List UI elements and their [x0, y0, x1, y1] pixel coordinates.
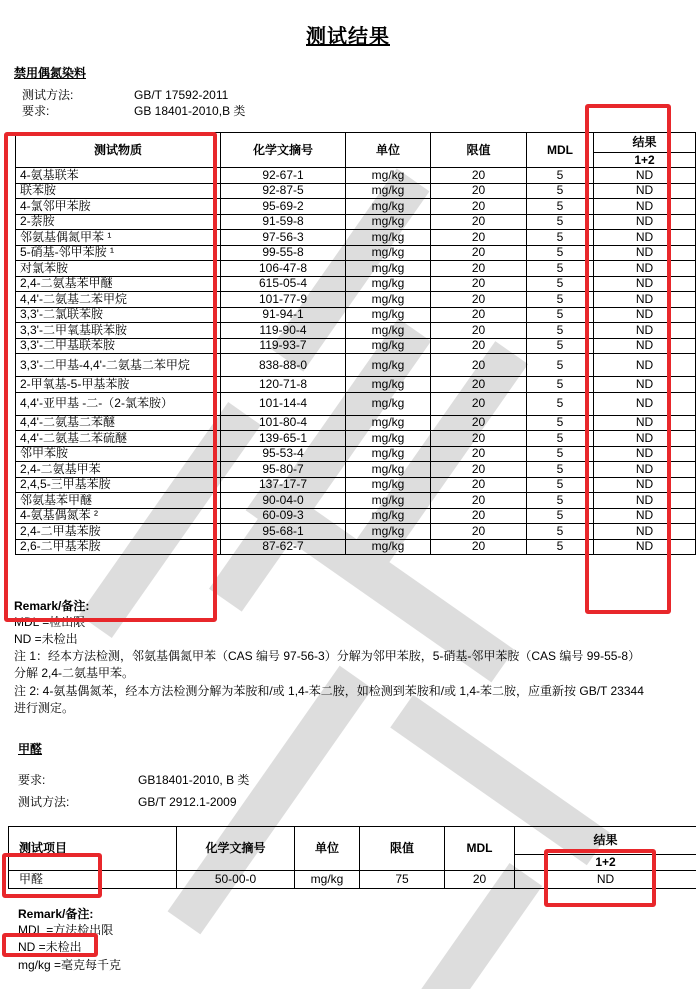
- azo-cell-mdl: 5: [527, 230, 594, 246]
- azo-cell-name: 2,4-二氨基甲苯: [16, 462, 221, 478]
- azo-cell-limit: 20: [431, 214, 527, 230]
- azo-cell-result: ND: [594, 199, 696, 215]
- azo-note2-line2: 进行测定。: [14, 701, 75, 715]
- azo-cell-cas: 87-62-7: [221, 539, 346, 555]
- azo-cell-result: ND: [594, 183, 696, 199]
- azo-cell-mdl: 5: [527, 292, 594, 308]
- azo-table: [15, 132, 696, 555]
- azo-cell-cas: 838-88-0: [221, 354, 346, 377]
- azo-cell-name: 邻氨基偶氮甲苯 ¹: [16, 230, 221, 246]
- azo-cell-name: 5-硝基-邻甲苯胺 ¹: [16, 245, 221, 261]
- azo-cell-cas: 99-55-8: [221, 245, 346, 261]
- table-row: [16, 377, 696, 393]
- azo-cell-unit: mg/kg: [346, 377, 431, 393]
- azo-cell-unit: mg/kg: [346, 323, 431, 339]
- azo-cell-result: ND: [594, 462, 696, 478]
- azo-cell-unit: mg/kg: [346, 431, 431, 447]
- azo-cell-mdl: 5: [527, 323, 594, 339]
- azo-remark-title: [14, 598, 89, 614]
- azo-method-value: GB/T 17592-2011: [134, 88, 229, 102]
- formaldehyde-table: [8, 826, 696, 889]
- table-row: [16, 446, 696, 462]
- azo-cell-mdl: 5: [527, 338, 594, 354]
- azo-cell-cas: 92-67-1: [221, 168, 346, 184]
- azo-cell-unit: mg/kg: [346, 292, 431, 308]
- section-formaldehyde-title: 甲醛: [18, 742, 43, 756]
- table-row: [16, 338, 696, 354]
- azo-cell-unit: mg/kg: [346, 493, 431, 509]
- azo-header-mdl: MDL: [527, 133, 594, 168]
- azo-req-value: GB 18401-2010,B 类: [134, 104, 246, 118]
- azo-cell-mdl: 5: [527, 261, 594, 277]
- table-row: [16, 261, 696, 277]
- azo-cell-cas: 91-59-8: [221, 214, 346, 230]
- table-row: [16, 508, 696, 524]
- azo-cell-name: 4,4'-二氨基二苯醚: [16, 415, 221, 431]
- table-row: [16, 199, 696, 215]
- azo-note1-line2: 分解 2,4-二氨基甲苯。: [14, 666, 135, 680]
- table-row: [16, 183, 696, 199]
- form-header-unit: 单位: [295, 827, 360, 871]
- azo-remark-nd: ND =未检出: [14, 632, 78, 646]
- azo-cell-name: 4-氨基联苯: [16, 168, 221, 184]
- azo-cell-mdl: 5: [527, 276, 594, 292]
- azo-cell-name: 2,4-二甲基苯胺: [16, 524, 221, 540]
- azo-cell-limit: 20: [431, 462, 527, 478]
- azo-remark-mdl: MDL =检出限: [14, 615, 86, 629]
- table-row: [16, 392, 696, 415]
- form-req-label: 要求:: [18, 773, 46, 787]
- azo-header-result: 结果: [594, 133, 696, 153]
- azo-cell-cas: 101-77-9: [221, 292, 346, 308]
- azo-cell-cas: 92-87-5: [221, 183, 346, 199]
- form-cell-cas: 50-00-0: [177, 871, 295, 889]
- azo-cell-mdl: 5: [527, 477, 594, 493]
- azo-cell-mdl: 5: [527, 245, 594, 261]
- table-row: [16, 292, 696, 308]
- form-remark-mdl: MDL =方法检出限: [18, 923, 114, 937]
- azo-cell-result: ND: [594, 431, 696, 447]
- azo-cell-result: ND: [594, 338, 696, 354]
- azo-cell-mdl: 5: [527, 354, 594, 377]
- azo-cell-name: 2,4,5-三甲基苯胺: [16, 477, 221, 493]
- azo-cell-name: 4,4'-亚甲基 -二-（2-氯苯胺）: [16, 392, 221, 415]
- azo-cell-mdl: 5: [527, 524, 594, 540]
- azo-cell-unit: mg/kg: [346, 261, 431, 277]
- azo-note1-line1: 注 1：经本方法检测，邻氨基偶氮甲苯（CAS 编号 97-56-3）分解为邻甲苯胺，5-硝基-邻甲苯胺（CAS 编号 99-55-8）: [14, 649, 641, 663]
- azo-cell-unit: mg/kg: [346, 230, 431, 246]
- azo-cell-unit: mg/kg: [346, 477, 431, 493]
- azo-cell-limit: 20: [431, 377, 527, 393]
- form-header-item: 测试项目: [9, 827, 177, 871]
- azo-cell-mdl: 5: [527, 431, 594, 447]
- form-header-cas: 化学文摘号: [177, 827, 295, 871]
- table-row: [16, 276, 696, 292]
- azo-cell-result: ND: [594, 323, 696, 339]
- azo-cell-result: ND: [594, 493, 696, 509]
- azo-cell-mdl: 5: [527, 392, 594, 415]
- azo-cell-result: ND: [594, 415, 696, 431]
- form-remark-title: [18, 906, 93, 922]
- azo-cell-limit: 20: [431, 245, 527, 261]
- form-method-line: [18, 793, 237, 810]
- azo-cell-cas: 139-65-1: [221, 431, 346, 447]
- azo-cell-mdl: 5: [527, 377, 594, 393]
- azo-cell-name: 邻氨基苯甲醚: [16, 493, 221, 509]
- table-row: [16, 214, 696, 230]
- azo-cell-cas: 95-69-2: [221, 199, 346, 215]
- form-header-result: 结果: [515, 827, 696, 855]
- azo-cell-result: ND: [594, 261, 696, 277]
- form-method-label: 测试方法:: [18, 795, 70, 809]
- azo-cell-cas: 95-80-7: [221, 462, 346, 478]
- azo-cell-mdl: 5: [527, 539, 594, 555]
- azo-header-result-sub: 1+2: [594, 153, 696, 168]
- azo-cell-name: 邻甲苯胺: [16, 446, 221, 462]
- azo-req-line: [22, 102, 245, 119]
- table-row: [16, 168, 696, 184]
- azo-cell-limit: 20: [431, 199, 527, 215]
- azo-cell-cas: 106-47-8: [221, 261, 346, 277]
- azo-cell-cas: 119-90-4: [221, 323, 346, 339]
- table-row: [16, 245, 696, 261]
- azo-cell-cas: 91-94-1: [221, 307, 346, 323]
- form-cell-result: ND: [515, 871, 696, 889]
- azo-cell-unit: mg/kg: [346, 214, 431, 230]
- azo-cell-unit: mg/kg: [346, 307, 431, 323]
- azo-cell-limit: 20: [431, 524, 527, 540]
- azo-cell-limit: 20: [431, 338, 527, 354]
- azo-cell-result: ND: [594, 524, 696, 540]
- azo-header-substance: 测试物质: [16, 133, 221, 168]
- form-header-limit: 限值: [360, 827, 445, 871]
- azo-cell-result: ND: [594, 354, 696, 377]
- azo-cell-result: ND: [594, 245, 696, 261]
- azo-cell-result: ND: [594, 477, 696, 493]
- azo-cell-limit: 20: [431, 276, 527, 292]
- azo-cell-cas: 101-14-4: [221, 392, 346, 415]
- azo-cell-unit: mg/kg: [346, 183, 431, 199]
- azo-cell-mdl: 5: [527, 168, 594, 184]
- section-azo-title: 禁用偶氮染料: [14, 66, 87, 80]
- azo-cell-result: ND: [594, 392, 696, 415]
- azo-req-label: 要求:: [22, 104, 50, 118]
- azo-cell-unit: mg/kg: [346, 392, 431, 415]
- azo-header-unit: 单位: [346, 133, 431, 168]
- azo-table-body: [16, 168, 696, 555]
- azo-cell-name: 3,3'-二氯联苯胺: [16, 307, 221, 323]
- azo-cell-result: ND: [594, 168, 696, 184]
- azo-cell-result: ND: [594, 276, 696, 292]
- azo-method-line: [22, 86, 228, 103]
- azo-cell-limit: 20: [431, 183, 527, 199]
- azo-cell-name: 3,3'-二甲基-4,4'-二氨基二苯甲烷: [16, 354, 221, 377]
- azo-remark-label: Remark/备注:: [14, 599, 90, 613]
- azo-cell-cas: 95-53-4: [221, 446, 346, 462]
- form-header-result-sub: 1+2: [515, 855, 696, 871]
- azo-cell-unit: mg/kg: [346, 199, 431, 215]
- form-req-value: GB18401-2010, B 类: [138, 773, 250, 787]
- azo-cell-mdl: 5: [527, 183, 594, 199]
- azo-cell-limit: 20: [431, 292, 527, 308]
- azo-cell-limit: 20: [431, 508, 527, 524]
- azo-cell-result: ND: [594, 307, 696, 323]
- azo-note2-line1: 注 2: 4-氨基偶氮苯，经本方法检测分解为苯胺和/或 1,4-苯二胺，如检测到苯胺和/或 1,4-苯二胺，应重新按 GB/T 23344: [14, 684, 644, 698]
- azo-cell-mdl: 5: [527, 508, 594, 524]
- azo-cell-name: 联苯胺: [16, 183, 221, 199]
- azo-cell-mdl: 5: [527, 415, 594, 431]
- azo-cell-limit: 20: [431, 446, 527, 462]
- form-cell-name: 甲醛: [9, 871, 177, 889]
- azo-cell-name: 2,6-二甲基苯胺: [16, 539, 221, 555]
- azo-cell-result: ND: [594, 230, 696, 246]
- azo-cell-name: 2-萘胺: [16, 214, 221, 230]
- azo-cell-unit: mg/kg: [346, 462, 431, 478]
- azo-cell-result: ND: [594, 377, 696, 393]
- azo-cell-limit: 20: [431, 323, 527, 339]
- azo-cell-name: 4-氯邻甲苯胺: [16, 199, 221, 215]
- form-req-line: [18, 771, 249, 788]
- azo-header-limit: 限值: [431, 133, 527, 168]
- table-row: [16, 431, 696, 447]
- azo-cell-unit: mg/kg: [346, 168, 431, 184]
- azo-cell-limit: 20: [431, 168, 527, 184]
- azo-cell-cas: 137-17-7: [221, 477, 346, 493]
- azo-cell-unit: mg/kg: [346, 415, 431, 431]
- azo-cell-mdl: 5: [527, 446, 594, 462]
- azo-cell-name: 2,4-二氨基苯甲醚: [16, 276, 221, 292]
- azo-cell-cas: 90-04-0: [221, 493, 346, 509]
- table-row: [16, 323, 696, 339]
- azo-cell-unit: mg/kg: [346, 524, 431, 540]
- azo-cell-cas: 95-68-1: [221, 524, 346, 540]
- azo-cell-cas: 60-09-3: [221, 508, 346, 524]
- azo-cell-limit: 20: [431, 354, 527, 377]
- azo-cell-name: 2-甲氧基-5-甲基苯胺: [16, 377, 221, 393]
- azo-cell-unit: mg/kg: [346, 276, 431, 292]
- azo-cell-unit: mg/kg: [346, 354, 431, 377]
- azo-cell-name: 3,3'-二甲基联苯胺: [16, 338, 221, 354]
- azo-cell-limit: 20: [431, 392, 527, 415]
- table-row: [16, 493, 696, 509]
- azo-cell-result: ND: [594, 292, 696, 308]
- azo-cell-cas: 119-93-7: [221, 338, 346, 354]
- azo-cell-cas: 120-71-8: [221, 377, 346, 393]
- form-cell-limit: 75: [360, 871, 445, 889]
- azo-cell-unit: mg/kg: [346, 338, 431, 354]
- azo-cell-mdl: 5: [527, 462, 594, 478]
- form-cell-mdl: 20: [445, 871, 515, 889]
- azo-method-label: 测试方法:: [22, 88, 74, 102]
- azo-cell-unit: mg/kg: [346, 508, 431, 524]
- table-row: [16, 524, 696, 540]
- form-remark-label: Remark/备注:: [18, 907, 94, 921]
- azo-cell-result: ND: [594, 214, 696, 230]
- azo-cell-mdl: 5: [527, 493, 594, 509]
- azo-cell-result: ND: [594, 446, 696, 462]
- form-header-mdl: MDL: [445, 827, 515, 871]
- azo-header-cas: 化学文摘号: [221, 133, 346, 168]
- azo-cell-limit: 20: [431, 307, 527, 323]
- azo-cell-mdl: 5: [527, 214, 594, 230]
- azo-cell-limit: 20: [431, 539, 527, 555]
- table-row: [16, 354, 696, 377]
- azo-cell-result: ND: [594, 539, 696, 555]
- azo-cell-limit: 20: [431, 493, 527, 509]
- azo-cell-limit: 20: [431, 477, 527, 493]
- table-row: [16, 477, 696, 493]
- azo-cell-unit: mg/kg: [346, 446, 431, 462]
- table-row: [16, 230, 696, 246]
- table-row: [9, 871, 696, 889]
- table-row: [16, 307, 696, 323]
- azo-cell-name: 4,4'-二氨基二苯甲烷: [16, 292, 221, 308]
- azo-cell-limit: 20: [431, 230, 527, 246]
- table-row: [16, 462, 696, 478]
- azo-cell-unit: mg/kg: [346, 539, 431, 555]
- azo-cell-cas: 101-80-4: [221, 415, 346, 431]
- azo-cell-name: 3,3'-二甲氧基联苯胺: [16, 323, 221, 339]
- page-title: 测试结果: [306, 26, 390, 48]
- form-remark-nd: ND =未检出: [18, 940, 82, 954]
- azo-cell-name: 4-氨基偶氮苯 ²: [16, 508, 221, 524]
- azo-cell-mdl: 5: [527, 199, 594, 215]
- azo-cell-limit: 20: [431, 261, 527, 277]
- azo-cell-name: 4,4'-二氨基二苯硫醚: [16, 431, 221, 447]
- form-cell-unit: mg/kg: [295, 871, 360, 889]
- azo-cell-limit: 20: [431, 415, 527, 431]
- azo-cell-mdl: 5: [527, 307, 594, 323]
- form-method-value: GB/T 2912.1-2009: [138, 795, 237, 809]
- azo-cell-name: 对氯苯胺: [16, 261, 221, 277]
- table-row: [16, 415, 696, 431]
- table-row: [16, 539, 696, 555]
- azo-cell-limit: 20: [431, 431, 527, 447]
- azo-cell-cas: 97-56-3: [221, 230, 346, 246]
- azo-cell-cas: 615-05-4: [221, 276, 346, 292]
- azo-cell-unit: mg/kg: [346, 245, 431, 261]
- azo-cell-result: ND: [594, 508, 696, 524]
- form-remark-unit: mg/kg =毫克每千克: [18, 958, 122, 972]
